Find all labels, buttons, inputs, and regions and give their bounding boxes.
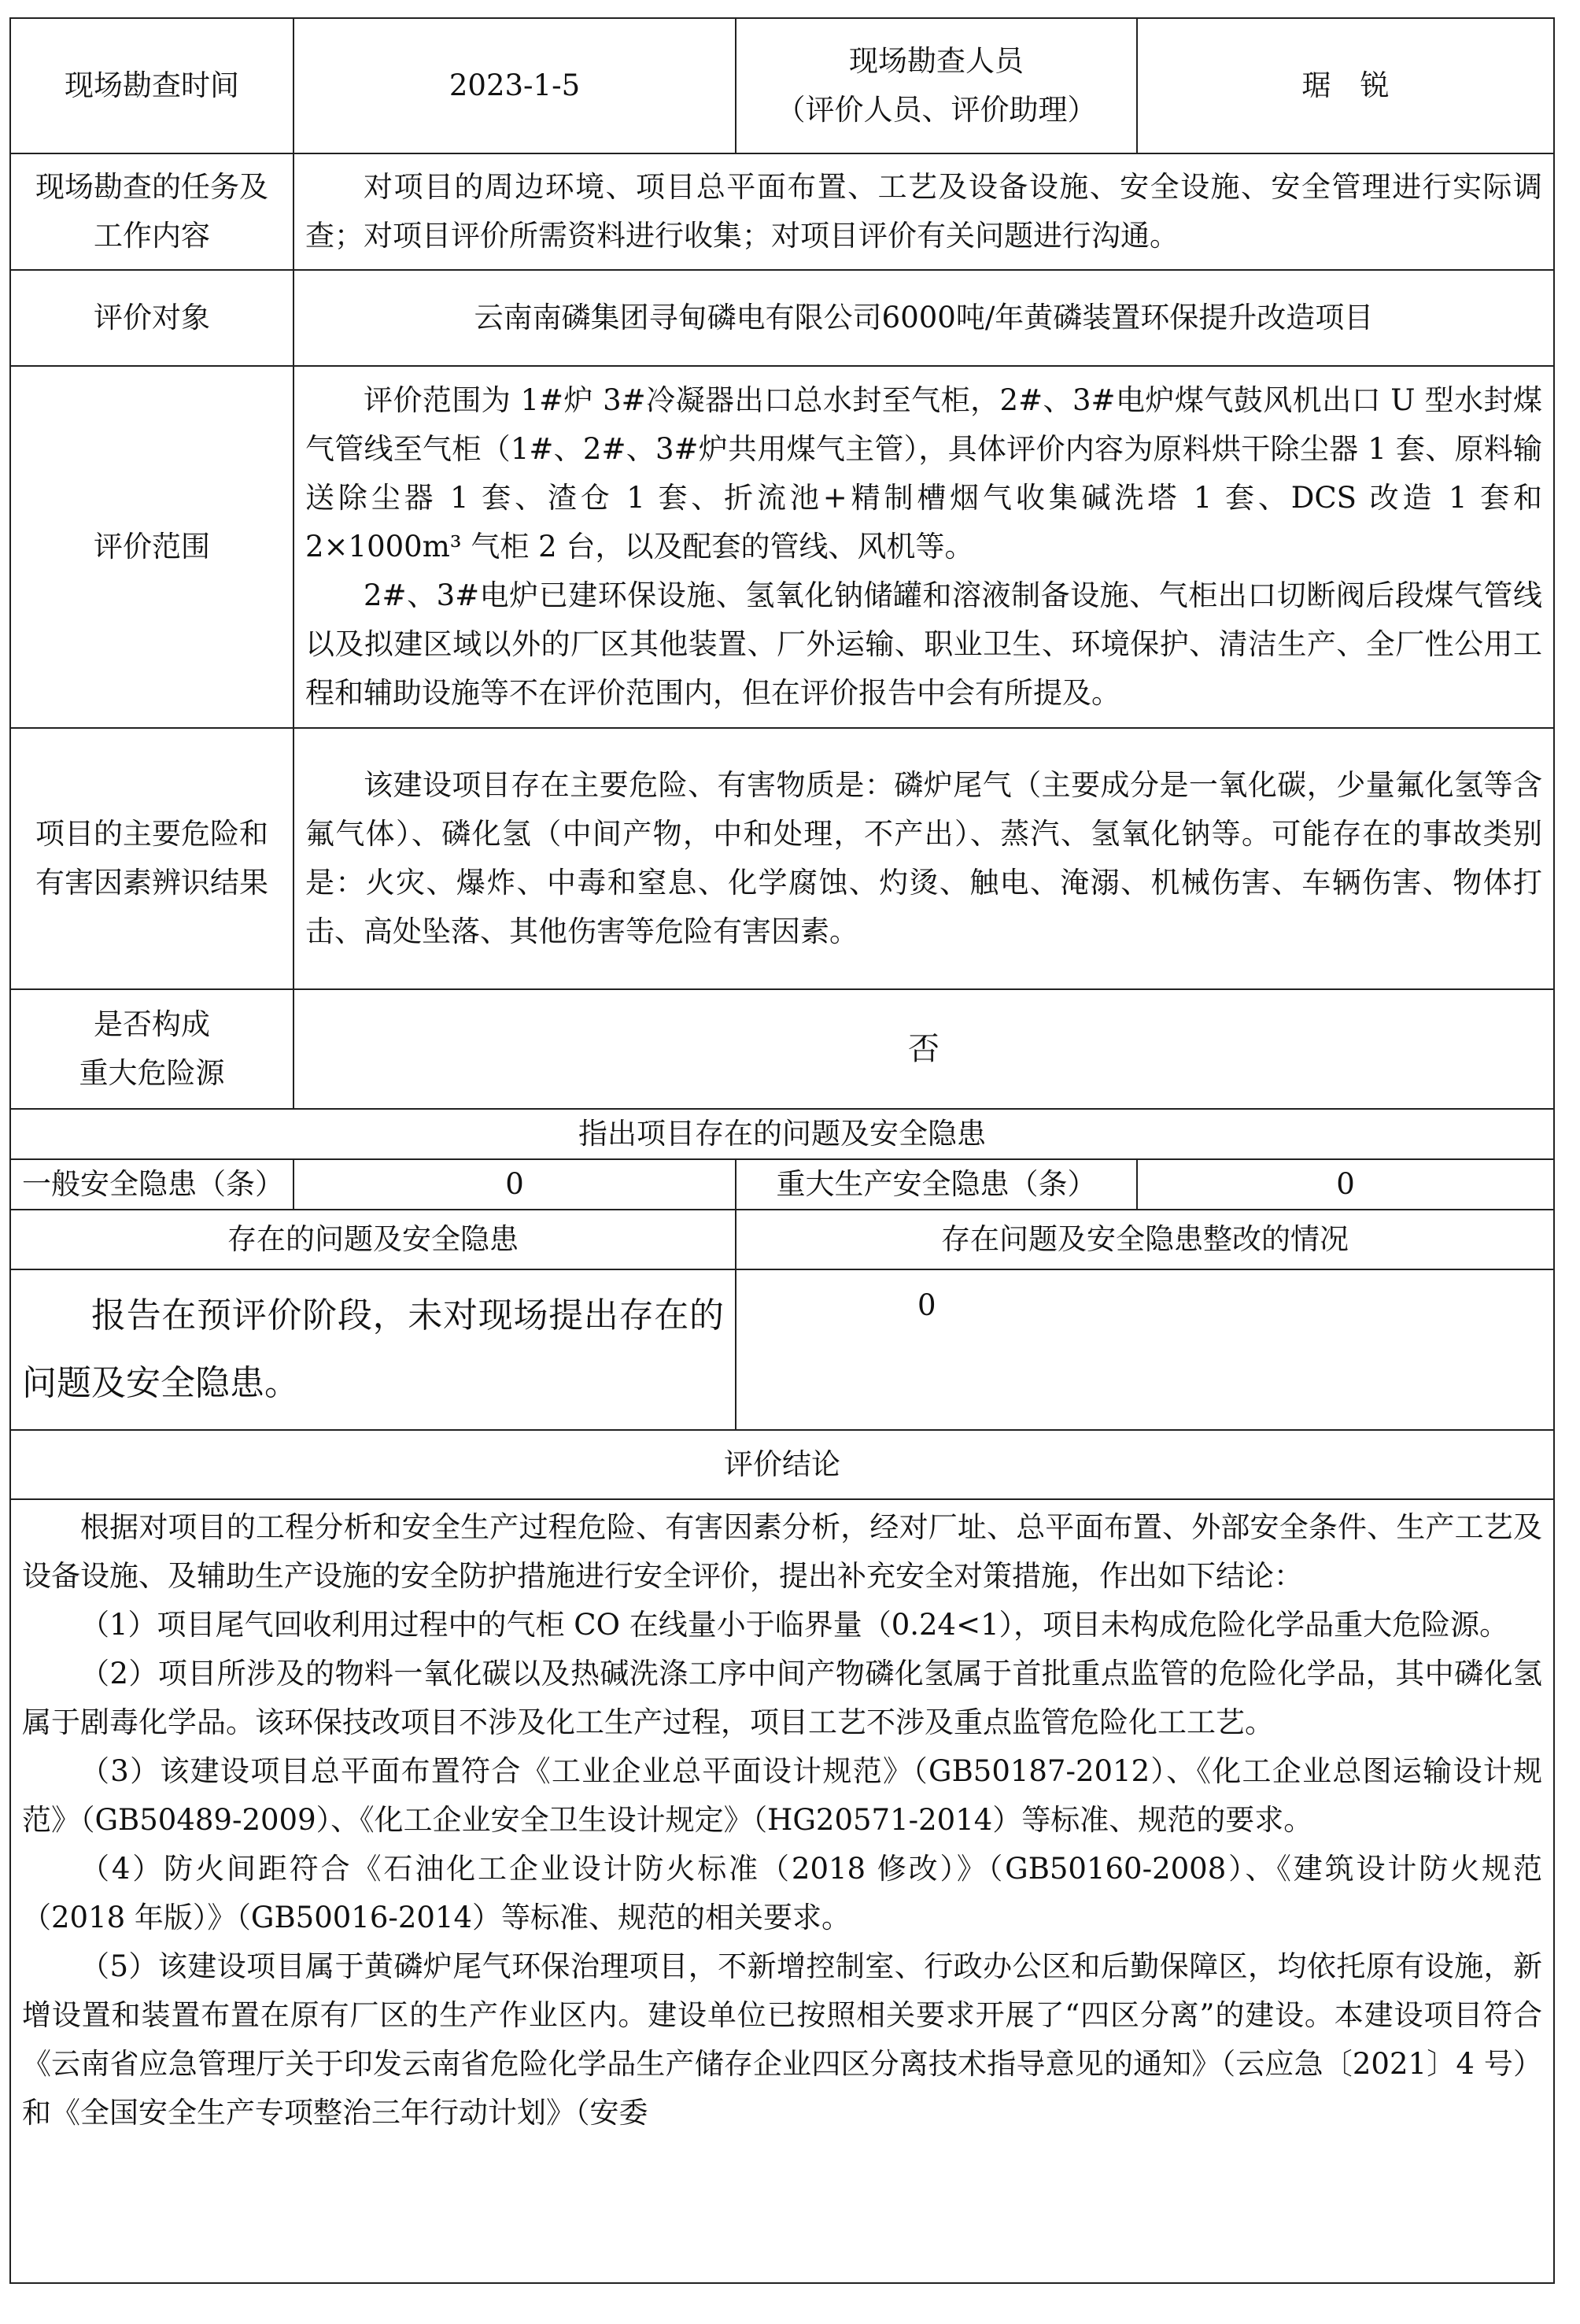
- evaluation-scope-row: [10, 366, 1554, 728]
- survey-time-value: 2023-1-5: [293, 18, 736, 153]
- issues-columns-row: [10, 1210, 1554, 1269]
- issues-column-problems: 存在的问题及安全隐患: [10, 1210, 736, 1269]
- evaluation-scope-label: 评价范围: [10, 366, 293, 728]
- survey-task-content: [293, 153, 1554, 270]
- issues-rectification-value: 0: [736, 1269, 1554, 1430]
- major-hazard-count-label: 重大生产安全隐患（条）: [736, 1159, 1137, 1210]
- survey-personnel-label-line1: 现场勘查人员: [849, 44, 1024, 78]
- conclusion-body: [10, 1499, 1554, 2283]
- hazard-identification-content: [293, 728, 1554, 989]
- conclusion-body-row: [10, 1499, 1554, 2283]
- survey-time-label: 现场勘查时间: [10, 18, 293, 153]
- conclusion-item-2: （2）项目所涉及的物料一氧化碳以及热碱洗涤工序中间产物磷化氢属于首批重点监管的危险化学品，其中磷化氢属于剧毒化学品。该环保技改项目不涉及化工生产过程，项目工艺不涉及重点监管危险化工工艺。: [22, 1657, 1542, 1739]
- issues-content-row: [10, 1269, 1554, 1430]
- evaluation-object-row: [10, 270, 1554, 366]
- survey-task-text: 对项目的周边环境、项目总平面布置、工艺及设备设施、安全设施、安全管理进行实际调查；对项目评价所需资料进行收集；对项目评价有关问题进行沟通。: [305, 170, 1542, 253]
- hazard-identification-label: 项目的主要危险和有害因素辨识结果: [10, 728, 293, 989]
- conclusion-intro: 根据对项目的工程分析和安全生产过程危险、有害因素分析，经对厂址、总平面布置、外部安全条件、生产工艺及设备设施、及辅助生产设施的安全防护措施进行安全评价，提出补充安全对策措施，作出如下结论：: [22, 1510, 1542, 1593]
- major-hazard-label: [10, 989, 293, 1109]
- issues-header-row: [10, 1109, 1554, 1159]
- major-hazard-label-line2: 重大危险源: [79, 1056, 225, 1090]
- survey-task-row: [10, 153, 1554, 270]
- major-hazard-row: [10, 989, 1554, 1109]
- survey-record-table: [9, 17, 1555, 2284]
- evaluation-scope-content: [293, 366, 1554, 728]
- evaluation-scope-paragraph-1: 评价范围为 1#炉 3#冷凝器出口总水封至气柜，2#、3#电炉煤气鼓风机出口 U 型水封煤气管线至气柜（1#、2#、3#炉共用煤气主管），具体评价内容为原料烘干除尘器 1 套、原料输送除尘器 1 套、渣仓 1 套、折流池+精制槽烟气收集碱洗塔 1 套、DCS 改造 1 套和 2×1000m³ 气柜 2 台，以及配套的管线、风机等。: [305, 383, 1542, 563]
- conclusion-header: 评价结论: [10, 1430, 1554, 1499]
- survey-record-sheet: [9, 17, 1553, 2284]
- evaluation-object-label: 评价对象: [10, 270, 293, 366]
- survey-task-label: 现场勘查的任务及工作内容: [10, 153, 293, 270]
- major-hazard-count: 0: [1137, 1159, 1554, 1210]
- hazard-identification-row: [10, 728, 1554, 989]
- general-hazard-count: 0: [293, 1159, 736, 1210]
- survey-personnel-label-line2: （评价人员、评价助理）: [776, 93, 1097, 127]
- conclusion-item-5: （5）该建设项目属于黄磷炉尾气环保治理项目，不新增控制室、行政办公区和后勤保障区，均依托原有设施，新增设置和装置布置在原有厂区的生产作业区内。建设单位已按照相关要求开展了“四区分离”的建设。本建设项目符合《云南省应急管理厅关于印发云南省危险化学品生产储存企业四区分离技术指导意见的通知》（云应急〔2021〕4 号）和《全国安全生产专项整治三年行动计划》（安委: [22, 1949, 1542, 2130]
- survey-personnel-value: 琚 锐: [1137, 18, 1554, 153]
- hazard-identification-text: 该建设项目存在主要危险、有害物质是：磷炉尾气（主要成分是一氧化碳，少量氟化氢等含氟气体）、磷化氢（中间产物，中和处理，不产出）、蒸汽、氢氧化钠等。可能存在的事故类别是：火灾、爆炸、中毒和窒息、化学腐蚀、灼烫、触电、淹溺、机械伤害、车辆伤害、物体打击、高处坠落、其他伤害等危险有害因素。: [305, 768, 1542, 948]
- survey-time-row: [10, 18, 1554, 153]
- issues-problems-cell: [10, 1269, 736, 1430]
- major-hazard-label-line1: 是否构成: [94, 1007, 210, 1041]
- conclusion-header-row: [10, 1430, 1554, 1499]
- hazard-count-row: [10, 1159, 1554, 1210]
- issues-header: 指出项目存在的问题及安全隐患: [10, 1109, 1554, 1159]
- conclusion-item-4: （4）防火间距符合《石油化工企业设计防火标准（2018 修改）》（GB50160-2008）、《建筑设计防火规范（2018 年版）》（GB50016-2014）等标准、规范的相关要求。: [22, 1852, 1542, 1934]
- evaluation-object-value: 云南南磷集团寻甸磷电有限公司6000吨/年黄磷装置环保提升改造项目: [293, 270, 1554, 366]
- general-hazard-label: 一般安全隐患（条）: [10, 1159, 293, 1210]
- survey-personnel-label: [736, 18, 1137, 153]
- issues-column-rectification: 存在问题及安全隐患整改的情况: [736, 1210, 1554, 1269]
- evaluation-scope-paragraph-2: 2#、3#电炉已建环保设施、氢氧化钠储罐和溶液制备设施、气柜出口切断阀后段煤气管线以及拟建区域以外的厂区其他装置、厂外运输、职业卫生、环境保护、清洁生产、全厂性公用工程和辅助设施等不在评价范围内，但在评价报告中会有所提及。: [305, 578, 1542, 710]
- issues-problems-text: 报告在预评价阶段，未对现场提出存在的问题及安全隐患。: [22, 1295, 724, 1403]
- conclusion-item-3: （3）该建设项目总平面布置符合《工业企业总平面设计规范》（GB50187-2012）、《化工企业总图运输设计规范》（GB50489-2009）、《化工企业安全卫生设计规定》（HG20571-2014）等标准、规范的要求。: [22, 1754, 1542, 1837]
- conclusion-item-1: （1）项目尾气回收利用过程中的气柜 CO 在线量小于临界量（0.24<1），项目未构成危险化学品重大危险源。: [80, 1608, 1509, 1642]
- major-hazard-value: 否: [293, 989, 1554, 1109]
